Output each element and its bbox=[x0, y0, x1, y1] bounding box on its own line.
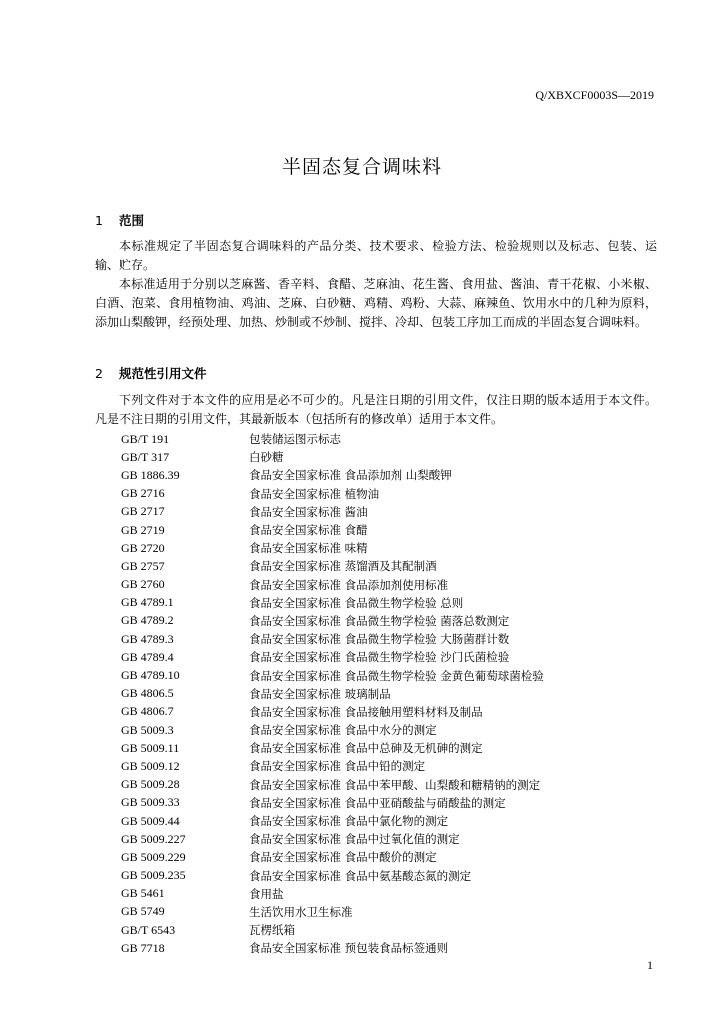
reference-row bbox=[121, 939, 661, 957]
reference-row bbox=[121, 703, 661, 721]
reference-title: 生活饮用水卫生标准 bbox=[249, 904, 353, 919]
reference-code: GB 5009.229 bbox=[121, 849, 186, 864]
reference-code: GB 5461 bbox=[121, 886, 165, 901]
reference-row bbox=[121, 666, 661, 684]
reference-code: GB 4789.3 bbox=[121, 631, 174, 646]
reference-row bbox=[121, 594, 661, 612]
reference-code: GB 2720 bbox=[121, 540, 165, 555]
reference-row bbox=[121, 867, 661, 885]
reference-title: 食品安全国家标准 食品微生物学检验 沙门氏菌检验 bbox=[249, 650, 510, 665]
reference-title: 食品安全国家标准 食品中氨基酸态氮的测定 bbox=[249, 868, 472, 883]
reference-row bbox=[121, 630, 661, 648]
reference-row bbox=[121, 466, 661, 484]
reference-code: GB/T 6543 bbox=[121, 922, 176, 937]
reference-title: 食品安全国家标准 酱油 bbox=[249, 504, 368, 519]
reference-row bbox=[121, 721, 661, 739]
reference-title: 食用盐 bbox=[249, 886, 284, 901]
reference-title: 食品安全国家标准 玻璃制品 bbox=[249, 686, 391, 701]
reference-row bbox=[121, 576, 661, 594]
reference-row bbox=[121, 812, 661, 830]
reference-title: 食品安全国家标准 蒸馏酒及其配制酒 bbox=[249, 559, 437, 574]
reference-row bbox=[121, 885, 661, 903]
reference-row bbox=[121, 521, 661, 539]
reference-code: GB 5009.227 bbox=[121, 831, 186, 846]
reference-code: GB/T 317 bbox=[121, 449, 170, 464]
reference-row bbox=[121, 903, 661, 921]
scope-paragraph-1: 本标准规定了半固态复合调味料的产品分类、技术要求、检验方法、检验规则以及标志、包装、运输、贮存。 bbox=[95, 239, 657, 272]
reference-code: GB 5009.3 bbox=[121, 722, 174, 737]
reference-code: GB 5009.44 bbox=[121, 813, 180, 828]
reference-title: 瓦楞纸箱 bbox=[249, 923, 295, 938]
reference-title: 食品安全国家标准 食品微生物学检验 总则 bbox=[249, 595, 464, 610]
reference-code: GB 2757 bbox=[121, 558, 165, 573]
reference-code: GB 1886.39 bbox=[121, 467, 180, 482]
section-number: 2 bbox=[95, 366, 103, 381]
reference-code: GB 2760 bbox=[121, 577, 165, 592]
reference-title: 食品安全国家标准 食品添加剂 山梨酸钾 bbox=[249, 468, 452, 483]
section-title: 范围 bbox=[119, 213, 145, 228]
reference-row bbox=[121, 776, 661, 794]
reference-title: 食品安全国家标准 食品中水分的测定 bbox=[249, 723, 437, 738]
reference-code: GB 4789.1 bbox=[121, 595, 174, 610]
reference-row bbox=[121, 794, 661, 812]
section-title: 规范性引用文件 bbox=[119, 366, 207, 381]
reference-code: GB 2717 bbox=[121, 504, 165, 519]
page-number: 1 bbox=[647, 958, 653, 972]
reference-title: 食品安全国家标准 食醋 bbox=[249, 523, 368, 538]
reference-row bbox=[121, 430, 661, 448]
reference-title: 食品安全国家标准 预包装食品标签通则 bbox=[249, 941, 449, 956]
reference-row bbox=[121, 757, 661, 775]
reference-row bbox=[121, 503, 661, 521]
reference-title: 食品安全国家标准 味精 bbox=[249, 541, 368, 556]
references-intro-paragraph: 下列文件对于本文件的应用是必不可少的。凡是注日期的引用文件，仅注日期的版本适用于本文件。凡是不注日期的引用文件，其最新版本（包括所有的修改单）适用于本文件。 bbox=[95, 393, 657, 426]
reference-title: 食品安全国家标准 食品中亚硝酸盐与硝酸盐的测定 bbox=[249, 795, 506, 810]
reference-code: GB 4806.5 bbox=[121, 686, 174, 701]
reference-code: GB 5009.235 bbox=[121, 868, 186, 883]
reference-code: GB 7718 bbox=[121, 940, 165, 955]
section-heading-scope bbox=[95, 211, 144, 229]
reference-code: GB 4789.4 bbox=[121, 649, 174, 664]
reference-code: GB/T 191 bbox=[121, 431, 170, 446]
reference-title: 食品安全国家标准 食品接触用塑料材料及制品 bbox=[249, 704, 483, 719]
reference-row bbox=[121, 685, 661, 703]
reference-row bbox=[121, 448, 661, 466]
reference-title: 食品安全国家标准 食品中苯甲酸、山梨酸和糖精钠的测定 bbox=[249, 777, 541, 792]
reference-title: 食品安全国家标准 食品中氯化物的测定 bbox=[249, 814, 449, 829]
reference-title: 食品安全国家标准 食品中总砷及无机砷的测定 bbox=[249, 741, 483, 756]
reference-code: GB 5749 bbox=[121, 904, 165, 919]
reference-code: GB 5009.12 bbox=[121, 758, 180, 773]
reference-row bbox=[121, 539, 661, 557]
reference-code: GB 4789.2 bbox=[121, 613, 174, 628]
reference-row bbox=[121, 612, 661, 630]
document-title: 半固态复合调味料 bbox=[281, 156, 442, 178]
reference-code: GB 4789.10 bbox=[121, 668, 180, 683]
reference-title: 食品安全国家标准 食品微生物学检验 大肠菌群计数 bbox=[249, 632, 510, 647]
reference-code: GB 2719 bbox=[121, 522, 165, 537]
reference-row bbox=[121, 485, 661, 503]
reference-code: GB 4806.7 bbox=[121, 704, 174, 719]
scope-paragraph-2: 本标准适用于分别以芝麻酱、香辛料、食醋、芝麻油、花生酱、食用盐、酱油、青干花椒、小米椒、白酒、泡菜、食用植物油、鸡油、芝麻、白砂糖、鸡精、鸡粉、大蒜、麻辣鱼、饮用水中的几种为原料，添加山梨酸钾，经预处理、加热、炒制或不炒制、搅拌、冷却、包装工序加工而成的半固态复合调味料。 bbox=[95, 277, 657, 329]
standard-code: Q/XBXCF0003S—2019 bbox=[535, 88, 654, 102]
reference-code: GB 5009.28 bbox=[121, 777, 180, 792]
reference-title: 食品安全国家标准 食品中铅的测定 bbox=[249, 759, 426, 774]
reference-code: GB 5009.11 bbox=[121, 740, 180, 755]
reference-row bbox=[121, 557, 661, 575]
reference-title: 食品安全国家标准 食品微生物学检验 金黄色葡萄球菌检验 bbox=[249, 668, 544, 683]
reference-title: 食品安全国家标准 植物油 bbox=[249, 486, 380, 501]
reference-row bbox=[121, 648, 661, 666]
reference-title: 食品安全国家标准 食品中过氧化值的测定 bbox=[249, 832, 460, 847]
section-heading-normative-references bbox=[95, 364, 207, 382]
reference-title: 食品安全国家标准 食品微生物学检验 菌落总数测定 bbox=[249, 613, 510, 628]
reference-row bbox=[121, 739, 661, 757]
reference-title: 食品安全国家标准 食品中酸价的测定 bbox=[249, 850, 437, 865]
reference-title: 包装储运图示标志 bbox=[249, 432, 341, 447]
reference-list bbox=[121, 430, 661, 957]
reference-title: 食品安全国家标准 食品添加剂使用标准 bbox=[249, 577, 449, 592]
reference-row bbox=[121, 921, 661, 939]
reference-row bbox=[121, 848, 661, 866]
reference-code: GB 2716 bbox=[121, 486, 165, 501]
reference-code: GB 5009.33 bbox=[121, 795, 180, 810]
reference-title: 白砂糖 bbox=[249, 450, 284, 465]
section-number: 1 bbox=[95, 213, 103, 228]
reference-row bbox=[121, 830, 661, 848]
